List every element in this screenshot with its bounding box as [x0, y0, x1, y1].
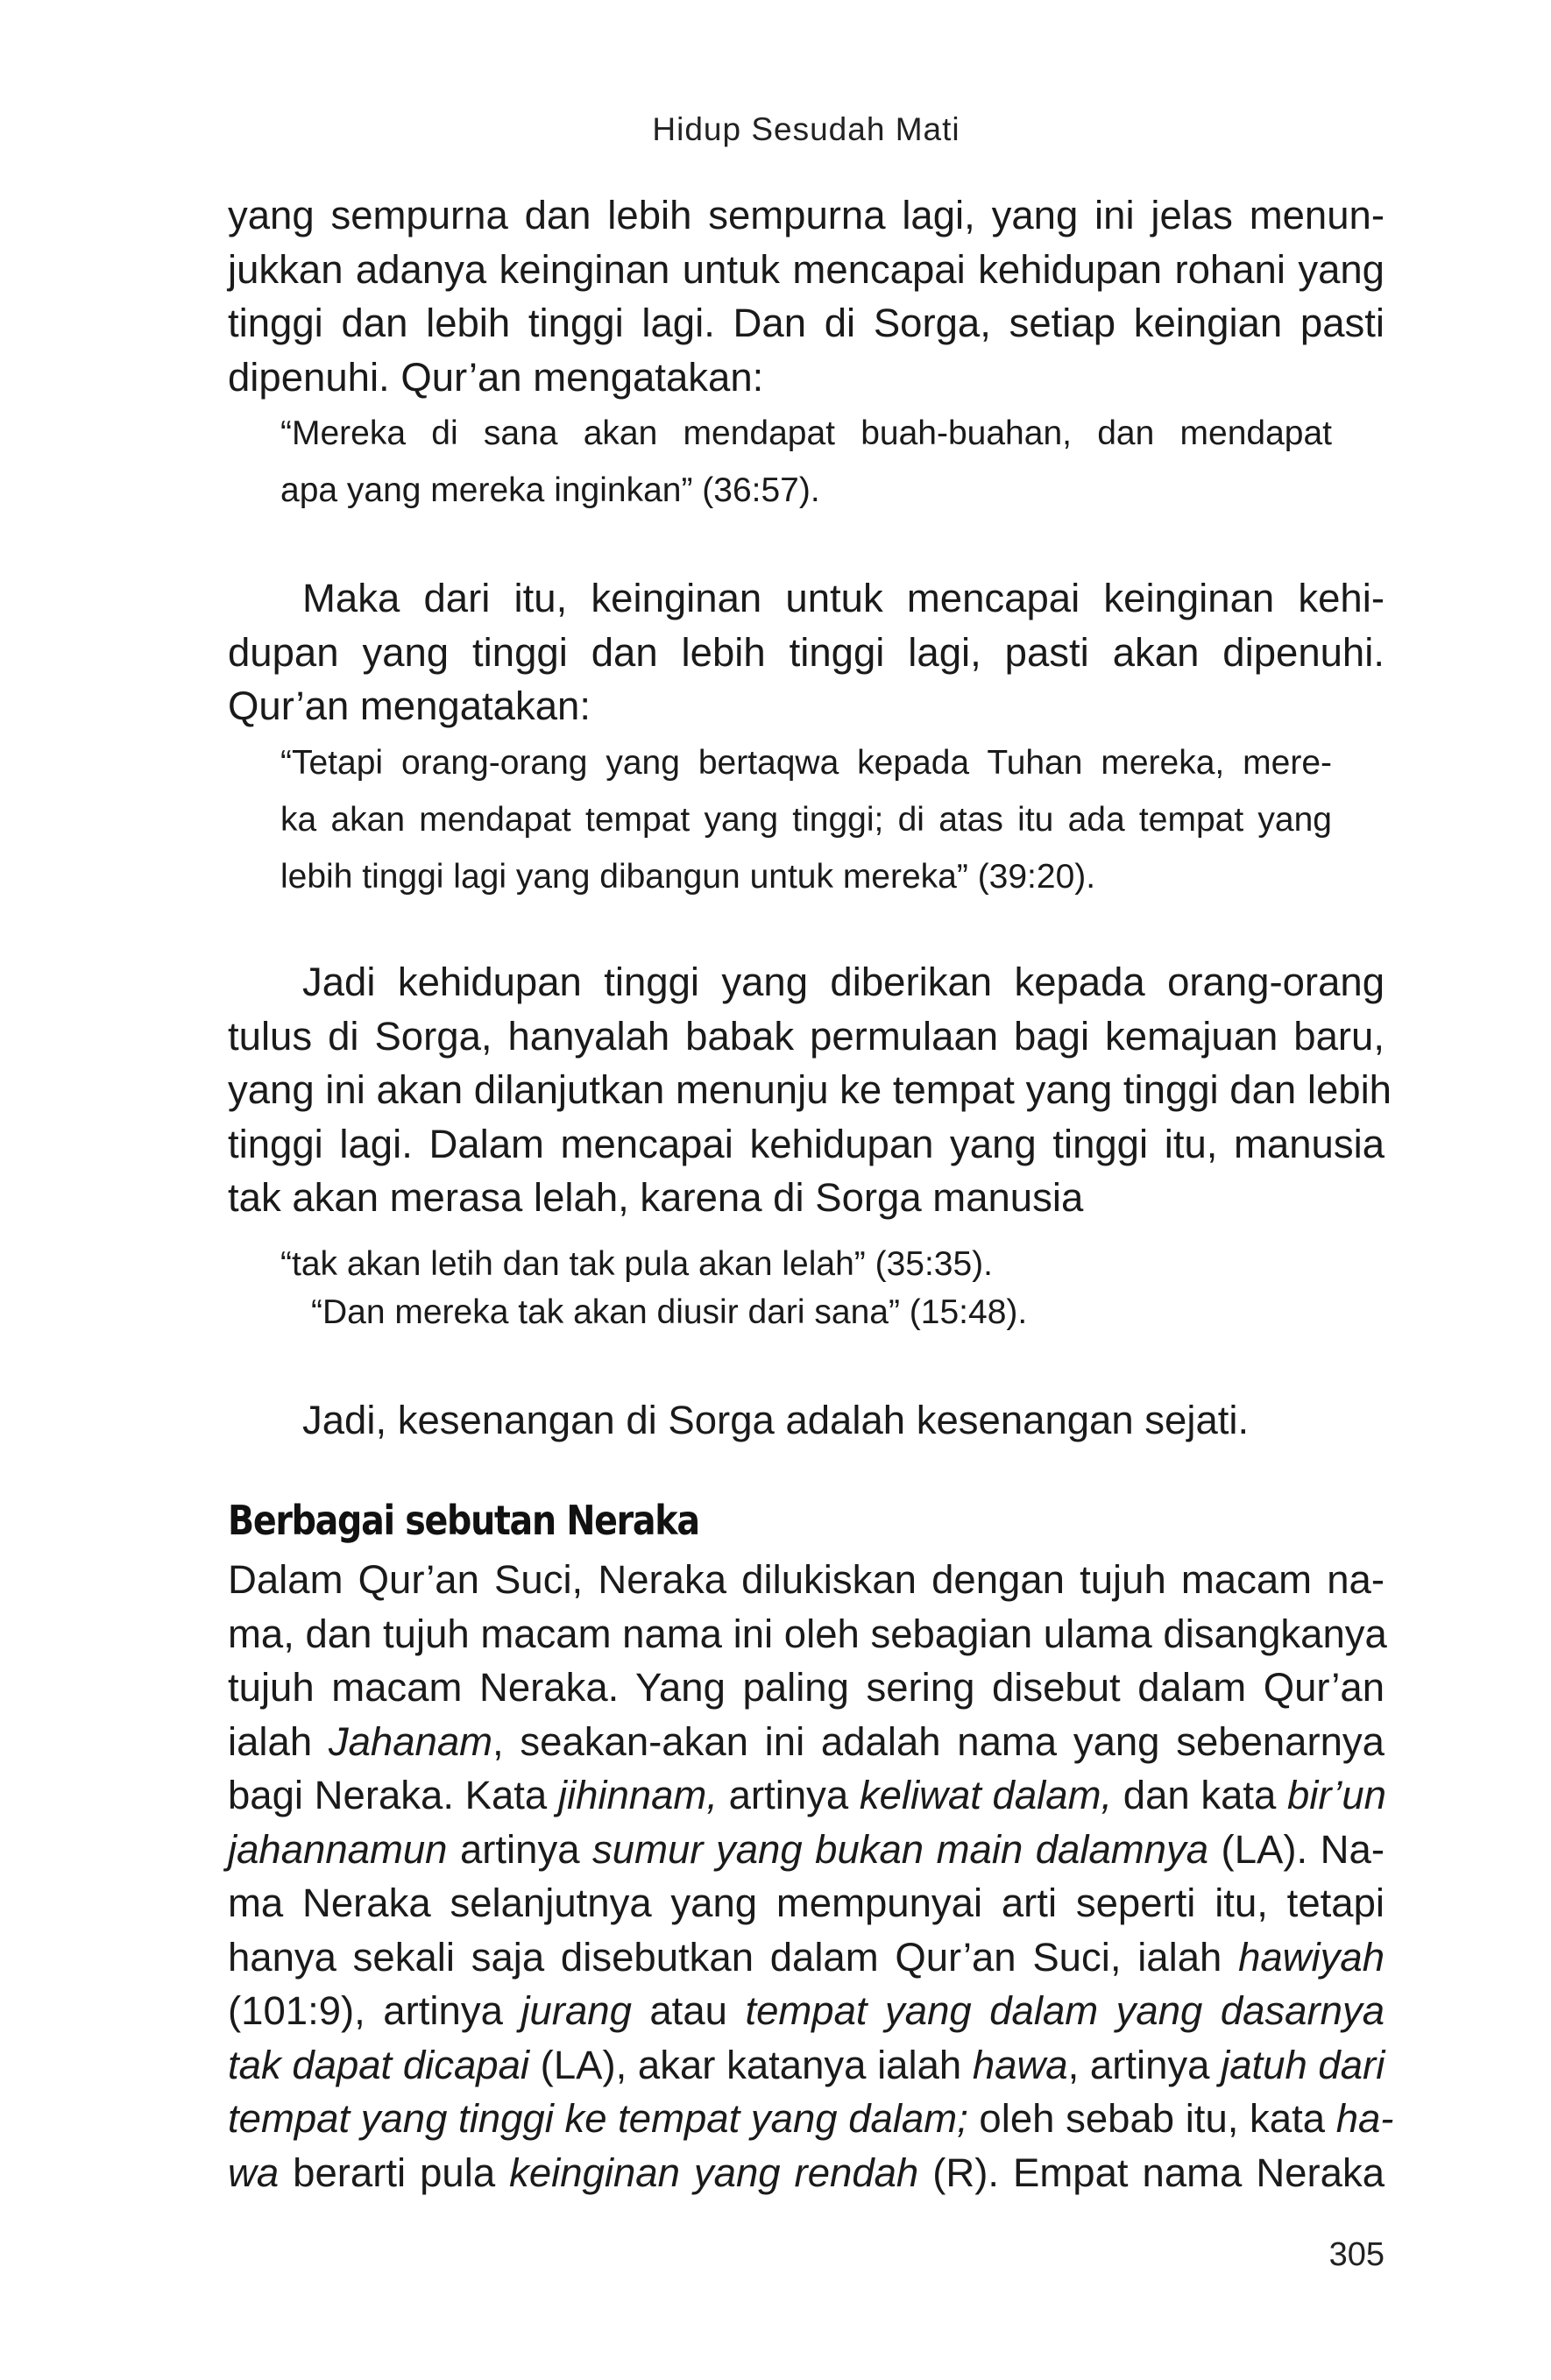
italic-term: sumur yang bukan main dalamnya: [592, 1826, 1209, 1872]
italic-term: ha-: [1335, 2096, 1394, 2141]
paragraph-line: Dalam Qur’an Suci, Neraka dilukiskan dengan tujuh macam na-: [228, 1557, 1385, 1602]
italic-term: jatuh dari: [1221, 2042, 1385, 2087]
paragraph-line: [228, 1984, 1385, 2038]
text-run: ialah: [228, 1718, 329, 1764]
italic-term: jahannamun: [228, 1826, 448, 1872]
quote-line: ka akan mendapat tempat yang tinggi; di atas itu ada tempat yang: [280, 801, 1332, 839]
text-run: artinya: [717, 1773, 860, 1817]
text-run: (R). Empat nama Neraka: [918, 2150, 1385, 2195]
quote-line: lebih tinggi lagi yang dibangun untuk mereka” (39:20).: [280, 858, 1096, 896]
italic-term: jurang: [521, 1988, 632, 2033]
paragraph-line: dipenuhi. Qur’an mengatakan:: [228, 354, 764, 400]
paragraph-line: [228, 1930, 1385, 1985]
text-run: berarti pula: [279, 2150, 510, 2195]
paragraph-5: [228, 1553, 1394, 2199]
italic-term: bir’un: [1286, 1773, 1386, 1817]
italic-term: keliwat dalam,: [859, 1773, 1113, 1817]
paragraph-line: tinggi lagi. Dalam mencapai kehidupan yang tinggi itu, manusia: [228, 1121, 1385, 1166]
paragraph-line: yang ini akan dilanjutkan menunju ke tempat yang tinggi dan lebih: [228, 1067, 1392, 1112]
paragraph-line: [228, 2092, 1394, 2146]
italic-term: Jahanam: [328, 1718, 493, 1764]
italic-term: jihinnam,: [557, 1773, 718, 1817]
paragraph-line: Jadi kehidupan tinggi yang diberikan kepada orang-orang: [302, 960, 1385, 1004]
paragraph-line: tak akan merasa lelah, karena di Sorga manusia: [228, 1175, 1084, 1220]
paragraph-line: yang sempurna dan lebih sempurna lagi, yang ini jelas menun-: [228, 193, 1385, 237]
paragraph-line: [228, 1715, 1385, 1769]
paragraph-line: ma Neraka selanjutnya yang mempunyai arti seperti itu, tetapi: [228, 1881, 1385, 1925]
italic-term: tempat yang tinggi ke tempat yang dalam;: [228, 2096, 968, 2141]
italic-term: tempat yang dalam yang dasarnya: [745, 1988, 1385, 2033]
quote-15-48: [311, 1284, 1363, 1341]
paragraph-line: ma, dan tujuh macam nama ini oleh sebagian ulama disangkanya: [228, 1611, 1387, 1656]
text-run: (101:9), artinya: [228, 1988, 521, 2033]
page-number: 305: [1328, 2236, 1385, 2273]
text-run: oleh sebab itu, kata: [967, 2096, 1336, 2141]
italic-term: tak dapat dicapai: [228, 2042, 530, 2087]
paragraph-3: [228, 955, 1392, 1225]
paragraph-line: [228, 1768, 1385, 1823]
italic-term: hawa: [972, 2042, 1068, 2087]
text-run: (LA). Na-: [1208, 1826, 1385, 1872]
paragraph-line: Qur’an mengatakan:: [228, 684, 591, 728]
text-run: bagi Neraka. Kata: [228, 1773, 558, 1817]
quote-line: “tak akan letih dan tak pula akan lelah” (35:35).: [280, 1245, 994, 1283]
quote-line: apa yang mereka inginkan” (36:57).: [280, 471, 820, 509]
paragraph-line: dupan yang tinggi dan lebih tinggi lagi, pasti akan dipenuhi.: [228, 629, 1385, 675]
paragraph-line: Jadi, kesenangan di Sorga adalah kesenangan sejati.: [302, 1398, 1250, 1442]
italic-term: hawiyah: [1238, 1934, 1385, 1980]
italic-term: keinginan yang rendah: [509, 2150, 919, 2195]
paragraph-line: jukkan adanya keinginan untuk mencapai kehidupan rohani yang: [228, 246, 1385, 292]
paragraph-line: Maka dari itu, keinginan untuk mencapai keinginan kehi-: [302, 576, 1385, 620]
quote-line: “Tetapi orang-orang yang bertaqwa kepada Tuhan mereka, mere-: [280, 744, 1332, 782]
paragraph-4: [228, 1393, 1385, 1448]
paragraph-line: tinggi dan lebih tinggi lagi. Dan di Sorga, setiap keingian pasti: [228, 301, 1385, 345]
text-run: dan kata: [1112, 1773, 1287, 1817]
italic-term: wa: [228, 2150, 280, 2195]
text-run: atau: [631, 1988, 746, 2033]
paragraph-line: tulus di Sorga, hanyalah babak permulaan bagi kemajuan baru,: [228, 1013, 1385, 1059]
paragraph-line: tujuh macam Neraka. Yang paling sering disebut dalam Qur’an: [228, 1665, 1385, 1710]
running-head: Hidup Sesudah Mati: [652, 111, 960, 147]
text-run: , seakan-akan ini adalah nama yang sebenarnya: [492, 1718, 1385, 1764]
paragraph-1: [228, 188, 1385, 404]
quote-line: “Mereka di sana akan mendapat buah-buahan, dan mendapat: [280, 414, 1332, 452]
paragraph-line: [228, 1823, 1385, 1877]
section-heading: Berbagai sebutan Neraka: [228, 1497, 699, 1544]
text-run: , artinya: [1067, 2042, 1222, 2087]
text-run: artinya: [447, 1826, 593, 1872]
text-run: hanya sekali saja disebutkan dalam Qur’an Suci, ialah: [228, 1934, 1239, 1980]
quote-line: “Dan mereka tak akan diusir dari sana” (15:48).: [311, 1293, 1028, 1331]
paragraph-2: [228, 571, 1385, 733]
quote-36-57: [280, 405, 1332, 519]
text-run: (LA), akar katanya ialah: [529, 2042, 973, 2087]
paragraph-line: [228, 2038, 1385, 2093]
paragraph-line: [228, 2146, 1385, 2200]
quote-39-20: [280, 734, 1332, 905]
